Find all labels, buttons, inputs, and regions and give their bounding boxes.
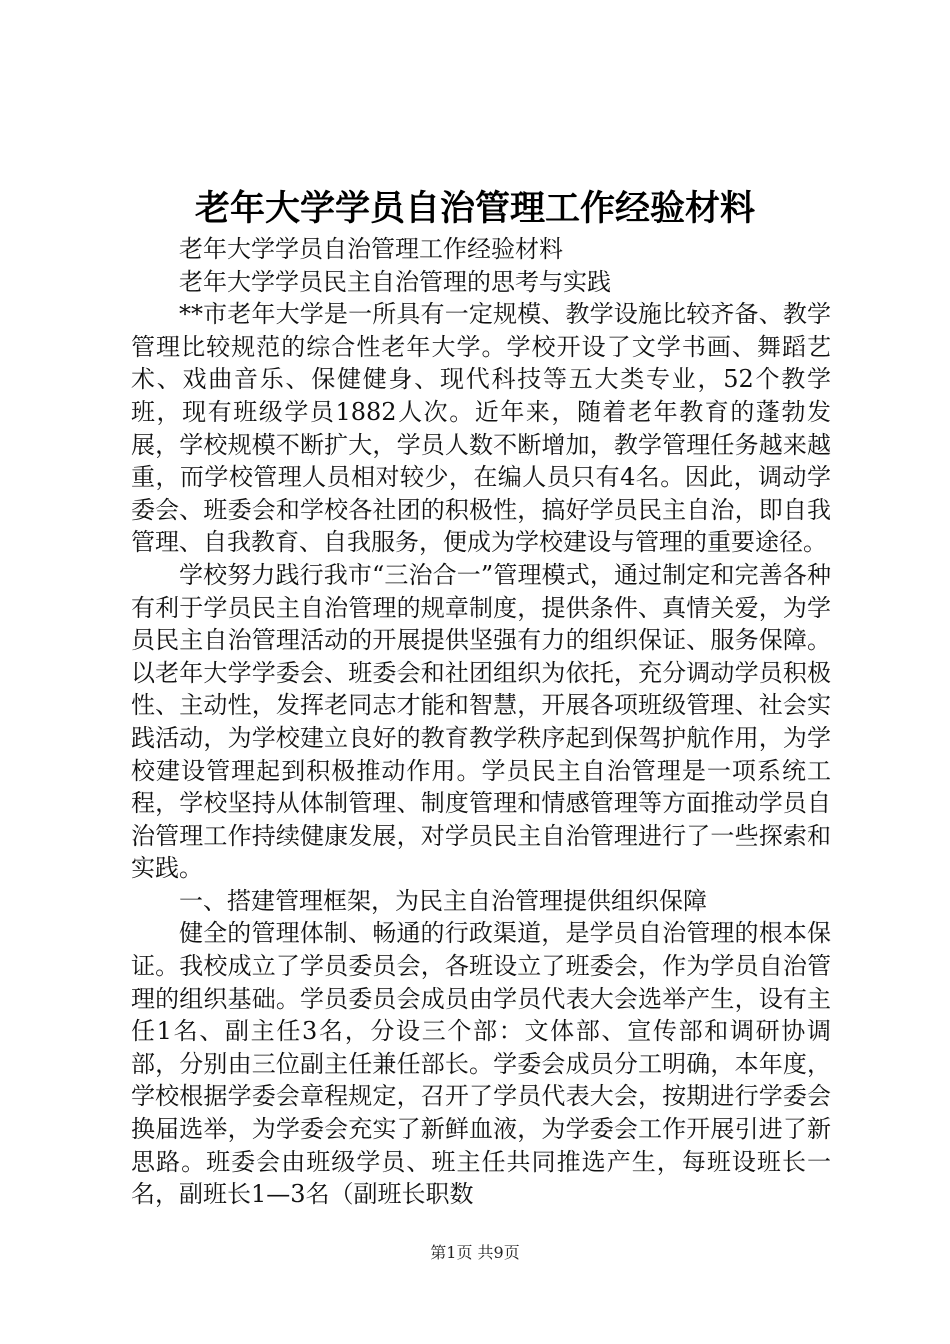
page-footer: 第1页 共9页 xyxy=(430,1243,520,1262)
paragraph-intro: **市老年大学是一所具有一定规模、教学设施比较齐备、教学管理比较规范的综合性老年大学。学校开设了文学书画、舞蹈艺术、戏曲音乐、保健健身、现代科技等五大类专业，52个教学班，现有班级学员1882人次。近年来，随着老年教育的蓬勃发展，学校规模不断扩大，学员人数不断增加，教学管理任务越来越重，而学校管理人员相对较少，在编人员只有4名。因此，调动学委会、班委会和学校各社团的积极性，搞好学员民主自治，即自我管理、自我教育、自我服务，便成为学校建设与管理的重要途径。 xyxy=(131,300,831,557)
paragraph-practice: 学校努力践行我市“三治合一”管理模式，通过制定和完善各种有利于学员民主自治管理的规章制度，提供条件、真情关爱，为学员民主自治管理活动的开展提供坚强有力的组织保证、服务保障。以老年大学学委会、班委会和社团组织为依托，充分调动学员积极性、主动性，发挥老同志才能和智慧，开展各项班级管理、社会实践活动，为学校建立良好的教育教学秩序起到保驾护航作用，为学校建设管理起到积极推动作用。学员民主自治管理是一项系统工程，学校坚持从体制管理、制度管理和情感管理等方面推动学员自治管理工作持续健康发展，对学员民主自治管理进行了一些探索和实践。 xyxy=(131,560,831,883)
document-title: 老年大学学员自治管理工作经验材料 xyxy=(194,188,755,229)
paragraph-subheading: 老年大学学员民主自治管理的思考与实践 xyxy=(179,267,611,296)
document-body xyxy=(131,233,831,1211)
paragraph-subtitle: 老年大学学员自治管理工作经验材料 xyxy=(179,235,563,263)
section-heading-1: 一、搭建管理框架，为民主自治管理提供组织保障 xyxy=(179,886,707,915)
paragraph-framework: 健全的管理体制、畅通的行政渠道，是学员自治管理的根本保证。我校成立了学员委员会，各班设立了班委会，作为学员自治管理的组织基础。学员委员会成员由学员代表大会选举产生，设有主任1名、副主任3名，分设三个部：文体部、宣传部和调研协调部，分别由三位副主任兼任部长。学委会成员分工明确，本年度，学校根据学委会章程规定，召开了学员代表大会，按期进行学委会换届选举，为学委会充实了新鲜血液，为学委会工作开展引进了新思路。班委会由班级学员、班主任共同推选产生，每班设班长一名，副班长1—3名（副班长职数 xyxy=(131,919,831,1209)
